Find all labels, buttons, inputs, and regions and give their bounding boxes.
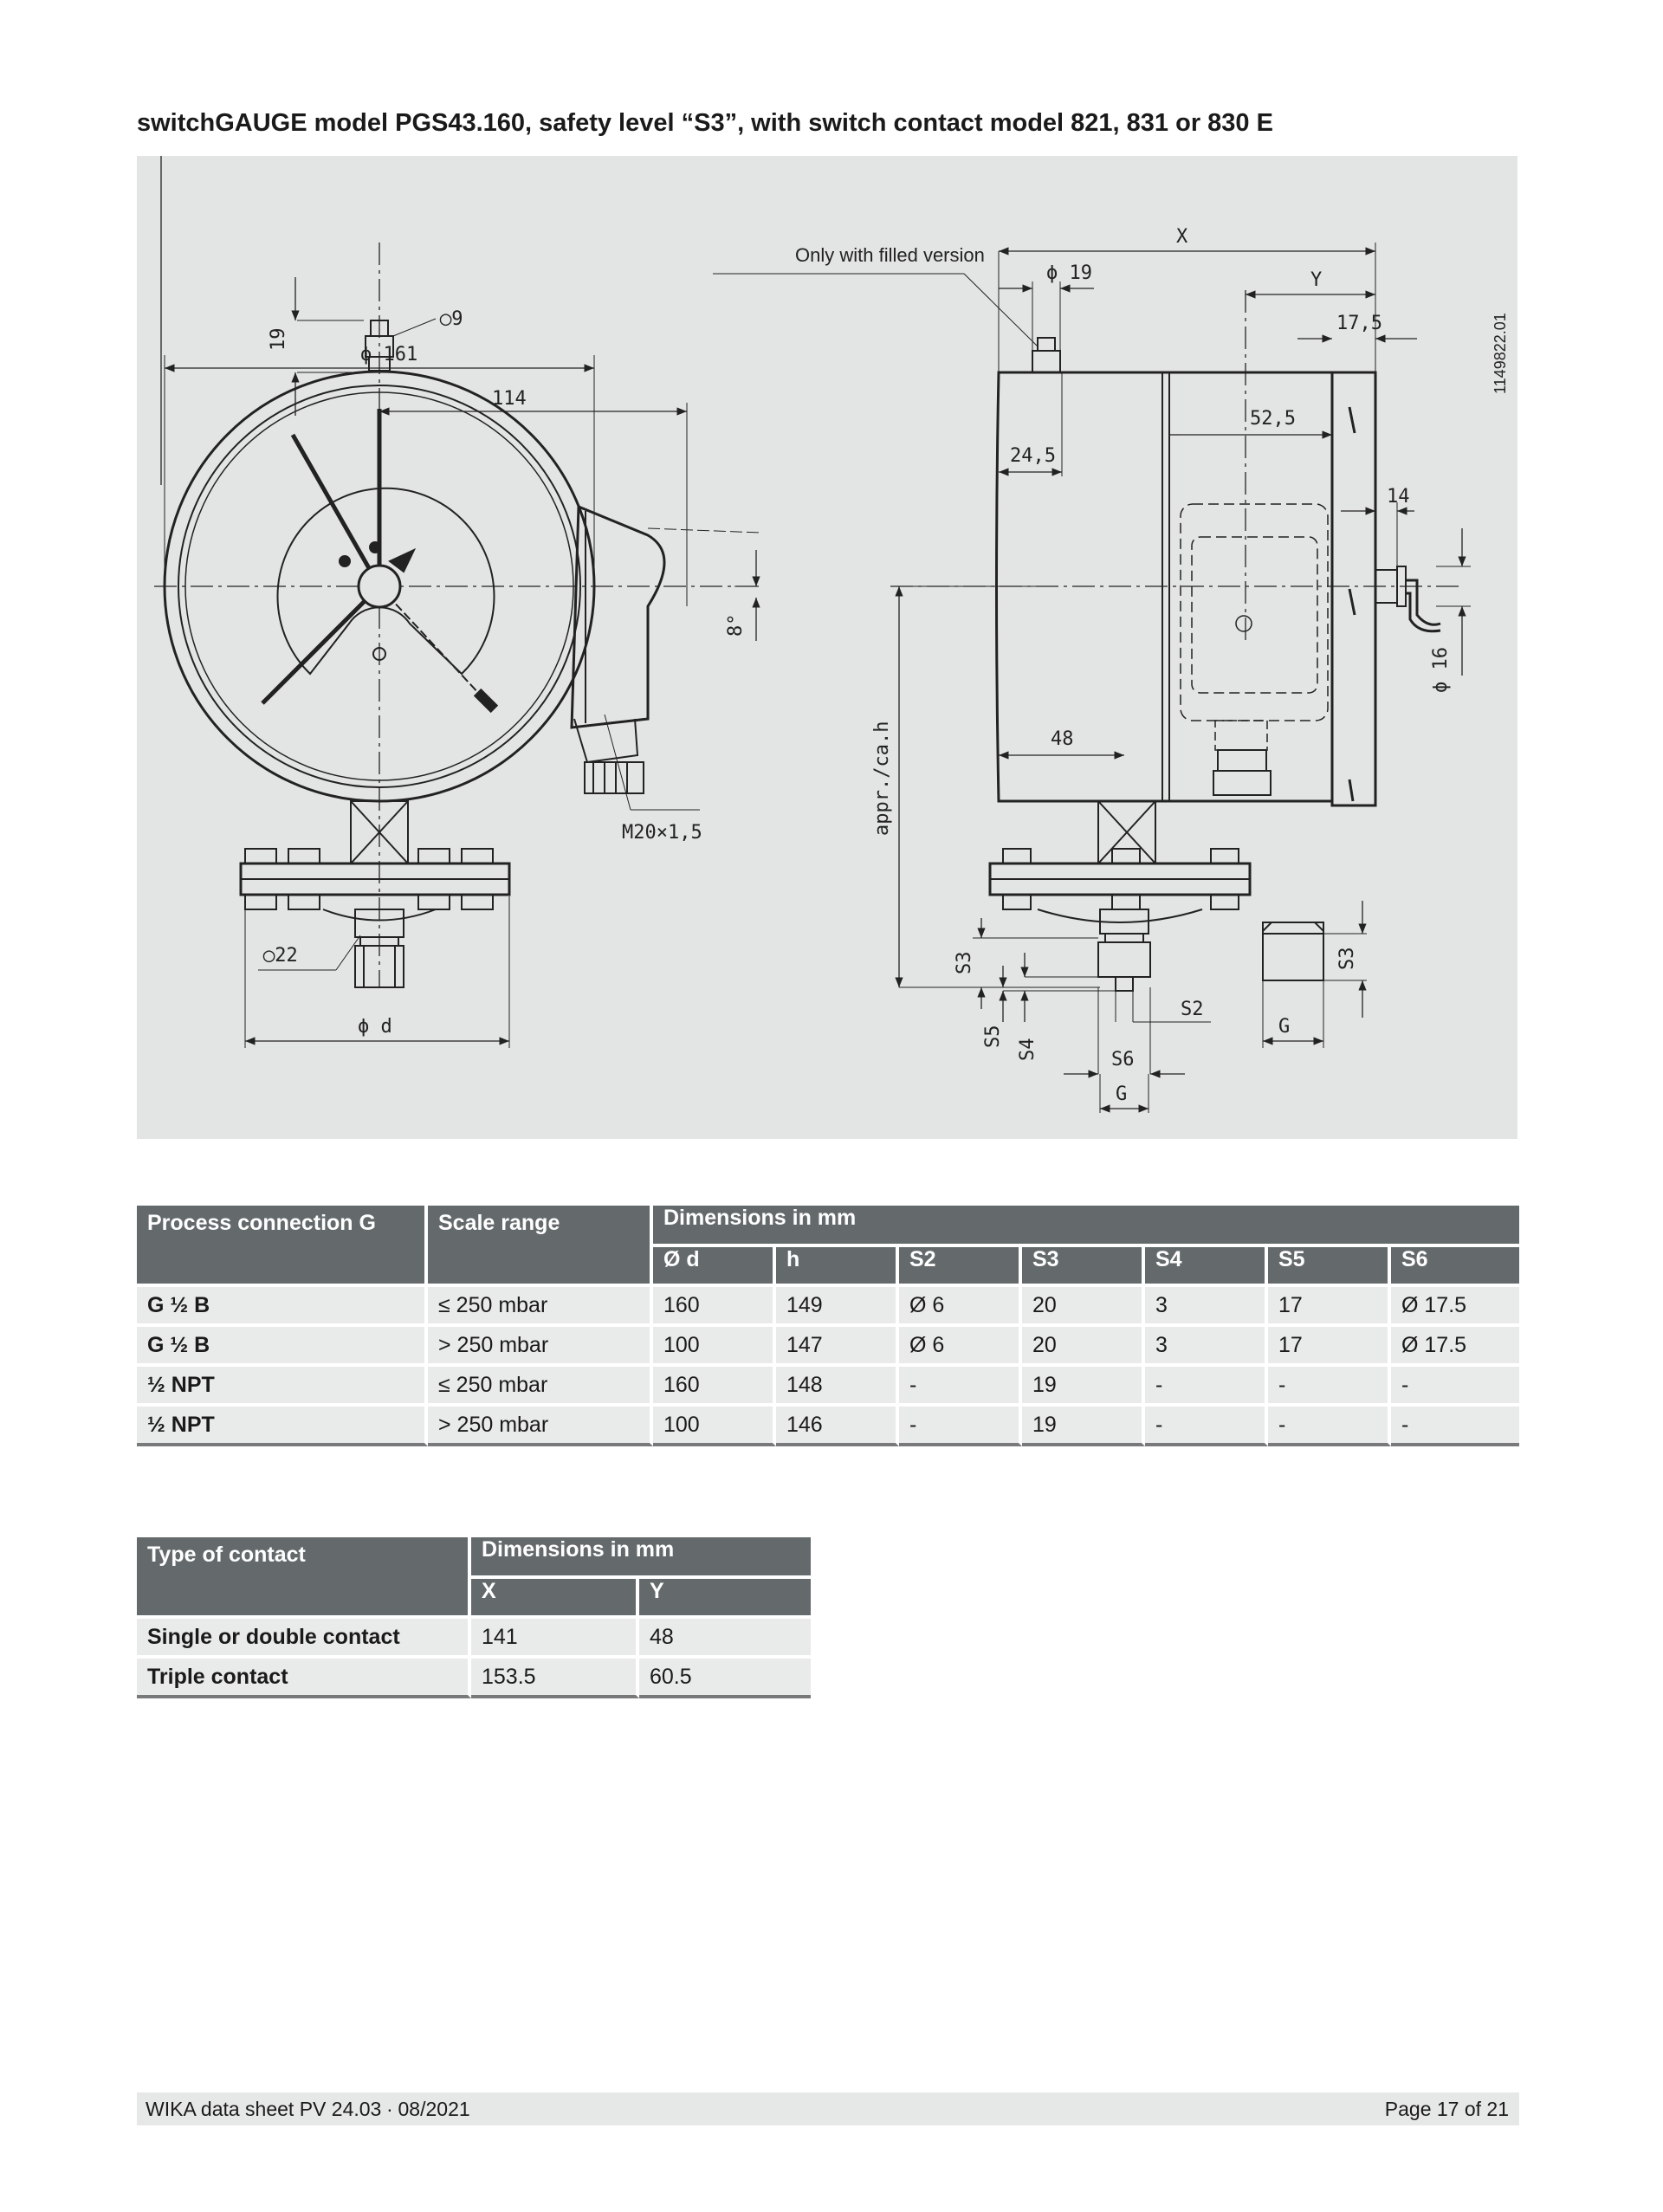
dim-24-5: 24,5 (1010, 445, 1056, 467)
header-col: S4 (1145, 1247, 1268, 1287)
dim-s3-right: S3 (1336, 947, 1358, 970)
cell-value: 3 (1145, 1287, 1268, 1327)
cell-process: G ½ B (137, 1327, 428, 1367)
cell-value: 17 (1268, 1327, 1391, 1367)
dim-hex-22: ◯22 (263, 945, 298, 967)
cell-value: 160 (653, 1287, 776, 1327)
cell-value: - (899, 1367, 1022, 1407)
page-footer (137, 2092, 1519, 2125)
cell-value: 20 (1022, 1287, 1145, 1327)
front-view (154, 156, 760, 1048)
dim-19-vertical: 19 (268, 327, 289, 351)
dim-s3-left: S3 (954, 951, 975, 974)
cell-value: 141 (471, 1619, 639, 1659)
dim-14: 14 (1387, 486, 1410, 508)
cell-value: 100 (653, 1327, 776, 1367)
dim-y: Y (1310, 269, 1323, 291)
dim-17-5: 17,5 (1336, 313, 1382, 334)
dim-s6: S6 (1111, 1049, 1135, 1070)
cell-value: 17 (1268, 1287, 1391, 1327)
cell-value: 60.5 (639, 1659, 811, 1698)
dim-s5: S5 (982, 1025, 1004, 1048)
header-col: Ø d (653, 1247, 776, 1287)
table-row (137, 1327, 1519, 1367)
header-col: S2 (899, 1247, 1022, 1287)
header-col: S5 (1268, 1247, 1391, 1287)
header-dimensions: Dimensions in mm (471, 1537, 811, 1579)
header-col: S6 (1391, 1247, 1519, 1287)
dim-diameter-d: ϕ d (358, 1016, 392, 1038)
dim-g-right: G (1278, 1016, 1291, 1038)
cell-scale: > 250 mbar (428, 1407, 653, 1446)
header-dimensions: Dimensions in mm (653, 1206, 1519, 1247)
table-row (137, 1407, 1519, 1446)
dim-g-bottom: G (1116, 1083, 1128, 1105)
table-row (137, 1619, 811, 1659)
cell-value: 48 (639, 1619, 811, 1659)
cell-value: Ø 17.5 (1391, 1327, 1519, 1367)
cell-value: - (1145, 1407, 1268, 1446)
cell-process: G ½ B (137, 1287, 428, 1327)
footer-datasheet: WIKA data sheet PV 24.03 ∙ 08/2021 (146, 2098, 470, 2120)
dim-diameter-19: ϕ 19 (1046, 262, 1092, 284)
header-col: S3 (1022, 1247, 1145, 1287)
cell-value: 19 (1022, 1407, 1145, 1446)
cell-value: 148 (776, 1367, 899, 1407)
contact-type-table (137, 1537, 811, 1698)
cell-value: - (1391, 1407, 1519, 1446)
cell-value: 147 (776, 1327, 899, 1367)
cell-value: - (1268, 1407, 1391, 1446)
dim-s4: S4 (1017, 1038, 1039, 1061)
cell-scale: > 250 mbar (428, 1327, 653, 1367)
cell-scale: ≤ 250 mbar (428, 1287, 653, 1327)
cell-value: - (1145, 1367, 1268, 1407)
dim-52-5: 52,5 (1250, 408, 1296, 430)
table-row (137, 1287, 1519, 1327)
dim-angle-8: 8° (725, 613, 747, 637)
cell-value: - (1268, 1367, 1391, 1407)
dim-114: 114 (492, 388, 527, 410)
dim-x: X (1176, 226, 1188, 248)
dim-diameter-161: ϕ 161 (360, 344, 418, 365)
dim-s2: S2 (1181, 999, 1204, 1020)
note-filled-version: Only with filled version (795, 244, 985, 266)
cell-value: 149 (776, 1287, 899, 1327)
dimensions-table (137, 1206, 1519, 1446)
dim-48: 48 (1051, 728, 1074, 750)
table-row (137, 1367, 1519, 1407)
cell-value: 3 (1145, 1327, 1268, 1367)
header-col-y: Y (639, 1579, 811, 1619)
header-col-x: X (471, 1579, 639, 1619)
dimension-drawing-svg (137, 156, 1517, 1139)
header-scale-range: Scale range (428, 1206, 653, 1287)
cell-contact-type: Single or double contact (137, 1619, 471, 1659)
footer-page-number: Page 17 of 21 (1384, 2098, 1509, 2120)
cell-value: 20 (1022, 1327, 1145, 1367)
cell-process: ½ NPT (137, 1367, 428, 1407)
cell-value: 146 (776, 1407, 899, 1446)
cell-value: 19 (1022, 1367, 1145, 1407)
header-process-connection: Process connection G (137, 1206, 428, 1287)
technical-drawing (137, 156, 1517, 1139)
cell-value: 100 (653, 1407, 776, 1446)
dim-appr-h: appr./ca.h (871, 721, 893, 836)
cell-value: Ø 6 (899, 1327, 1022, 1367)
dim-hex-9: ◯9 (440, 308, 463, 330)
side-view (713, 243, 1471, 1113)
cell-value: Ø 6 (899, 1287, 1022, 1327)
cell-value: - (1391, 1367, 1519, 1407)
cell-value: - (899, 1407, 1022, 1446)
cell-contact-type: Triple contact (137, 1659, 471, 1698)
cell-value: 160 (653, 1367, 776, 1407)
cell-process: ½ NPT (137, 1407, 428, 1446)
page-title: switchGAUGE model PGS43.160, safety level “S3”, with switch contact model 821, 831 or 830 E (137, 109, 1273, 137)
cell-value: Ø 17.5 (1391, 1287, 1519, 1327)
table-row (137, 1659, 811, 1698)
dim-diameter-16: ϕ 16 (1430, 647, 1452, 693)
dim-thread-m20: M20×1,5 (622, 822, 702, 844)
drawing-number: 1149822.01 (1492, 313, 1509, 394)
cell-value: 153.5 (471, 1659, 639, 1698)
cell-scale: ≤ 250 mbar (428, 1367, 653, 1407)
dimension-labels (262, 226, 1509, 1105)
header-col: h (776, 1247, 899, 1287)
header-type-of-contact: Type of contact (137, 1537, 471, 1619)
